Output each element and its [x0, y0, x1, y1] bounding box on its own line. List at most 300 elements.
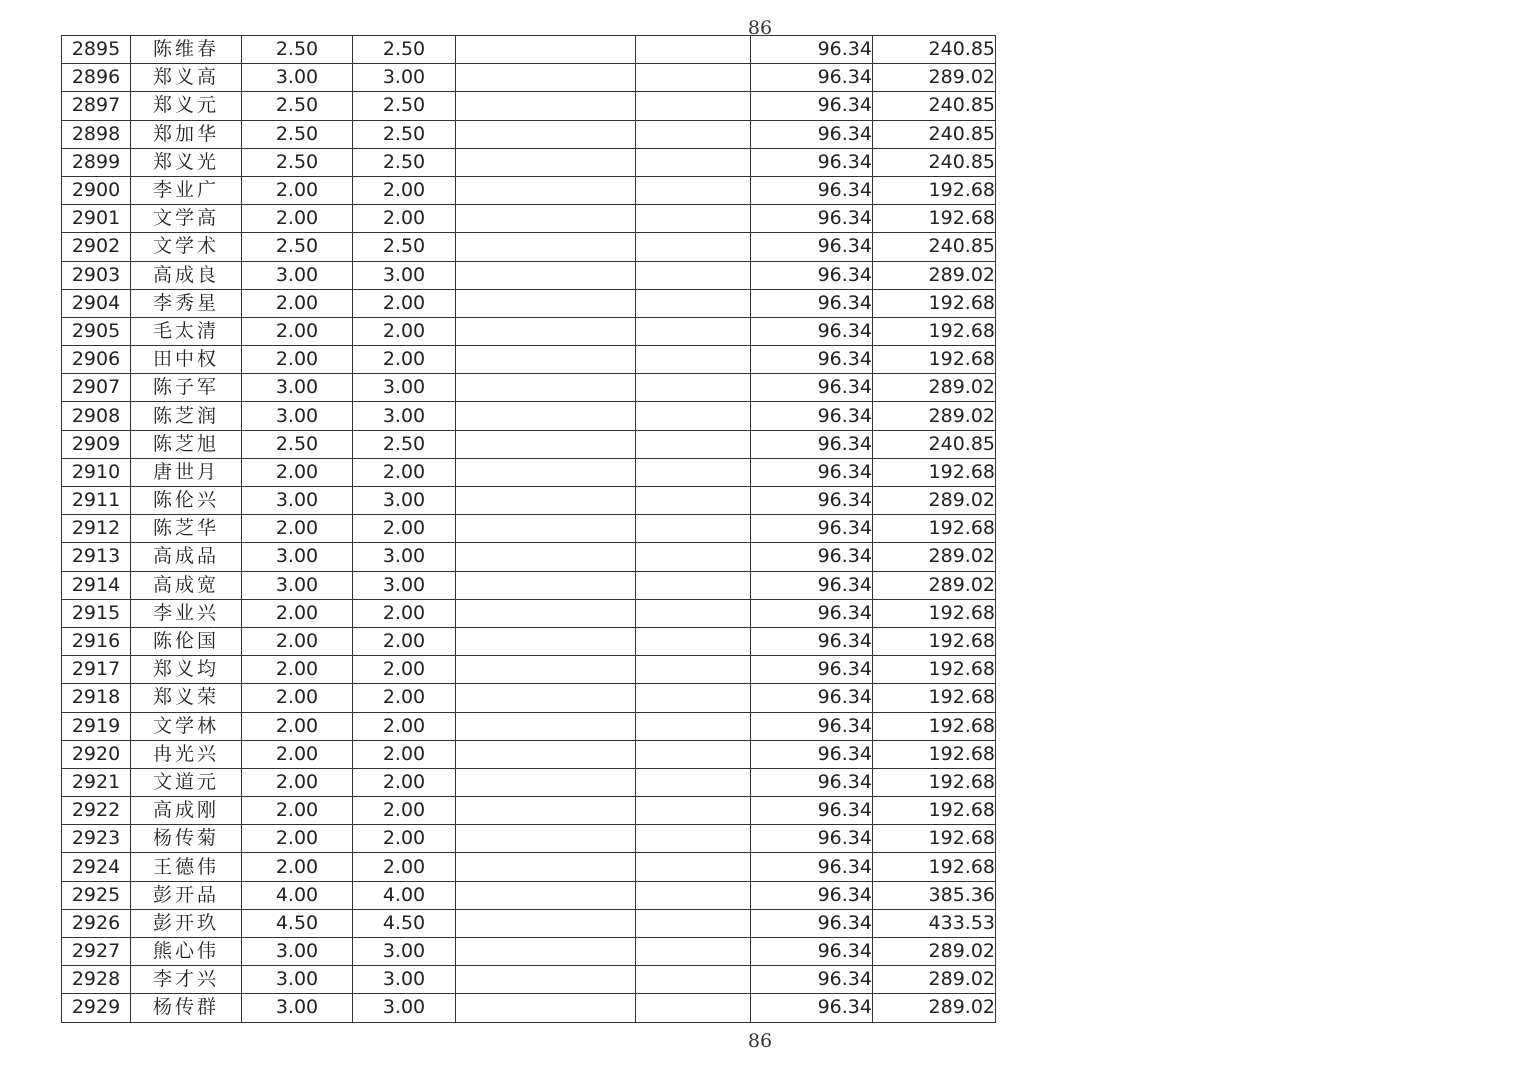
cell-empty: [456, 599, 636, 627]
cell-area: 2.00: [242, 317, 353, 345]
cell-area: 2.00: [242, 176, 353, 204]
cell-name: 李秀星: [131, 289, 242, 317]
cell-id: 2903: [62, 261, 131, 289]
table-row: [62, 881, 996, 909]
cell-amount: 289.02: [873, 543, 996, 571]
cell-id: 2915: [62, 599, 131, 627]
cell-empty: [636, 712, 751, 740]
cell-id: 2916: [62, 627, 131, 655]
cell-amount: 289.02: [873, 966, 996, 994]
cell-id: 2905: [62, 317, 131, 345]
cell-id: 2910: [62, 458, 131, 486]
cell-id: 2918: [62, 684, 131, 712]
cell-confirmed-area: 3.00: [353, 571, 456, 599]
cell-empty: [636, 92, 751, 120]
cell-empty: [636, 346, 751, 374]
cell-confirmed-area: 2.00: [353, 684, 456, 712]
cell-empty: [456, 289, 636, 317]
cell-unit-price: 96.34: [751, 656, 873, 684]
cell-amount: 192.68: [873, 627, 996, 655]
cell-area: 2.00: [242, 740, 353, 768]
cell-name: 杨传群: [131, 994, 242, 1022]
cell-id: 2914: [62, 571, 131, 599]
cell-unit-price: 96.34: [751, 909, 873, 937]
page-number-top: 86: [747, 17, 773, 39]
cell-empty: [456, 374, 636, 402]
cell-amount: 192.68: [873, 289, 996, 317]
cell-area: 3.00: [242, 487, 353, 515]
cell-unit-price: 96.34: [751, 571, 873, 599]
cell-confirmed-area: 2.00: [353, 599, 456, 627]
cell-amount: 433.53: [873, 909, 996, 937]
table-row: [62, 768, 996, 796]
cell-empty: [456, 233, 636, 261]
cell-amount: 192.68: [873, 346, 996, 374]
cell-name: 高成品: [131, 543, 242, 571]
cell-id: 2912: [62, 515, 131, 543]
cell-empty: [456, 909, 636, 937]
cell-name: 文学林: [131, 712, 242, 740]
cell-confirmed-area: 2.00: [353, 853, 456, 881]
cell-name: 文学高: [131, 205, 242, 233]
cell-empty: [636, 36, 751, 64]
cell-empty: [636, 317, 751, 345]
cell-amount: 192.68: [873, 684, 996, 712]
cell-empty: [636, 768, 751, 796]
cell-unit-price: 96.34: [751, 797, 873, 825]
cell-empty: [636, 148, 751, 176]
cell-name: 杨传菊: [131, 825, 242, 853]
cell-amount: 192.68: [873, 458, 996, 486]
cell-empty: [636, 515, 751, 543]
cell-empty: [636, 233, 751, 261]
cell-unit-price: 96.34: [751, 261, 873, 289]
cell-id: 2901: [62, 205, 131, 233]
cell-empty: [456, 487, 636, 515]
cell-id: 2926: [62, 909, 131, 937]
cell-unit-price: 96.34: [751, 487, 873, 515]
ledger-table: [61, 35, 996, 1023]
cell-name: 高成刚: [131, 797, 242, 825]
cell-empty: [456, 402, 636, 430]
cell-empty: [456, 36, 636, 64]
table-row: [62, 402, 996, 430]
cell-amount: 385.36: [873, 881, 996, 909]
cell-area: 2.50: [242, 92, 353, 120]
cell-unit-price: 96.34: [751, 176, 873, 204]
cell-amount: 289.02: [873, 64, 996, 92]
table-row: [62, 543, 996, 571]
cell-name: 郑义光: [131, 148, 242, 176]
cell-amount: 192.68: [873, 712, 996, 740]
cell-unit-price: 96.34: [751, 205, 873, 233]
cell-confirmed-area: 2.00: [353, 825, 456, 853]
cell-unit-price: 96.34: [751, 768, 873, 796]
cell-empty: [636, 684, 751, 712]
cell-area: 2.00: [242, 656, 353, 684]
cell-confirmed-area: 2.50: [353, 36, 456, 64]
cell-confirmed-area: 2.00: [353, 458, 456, 486]
cell-id: 2911: [62, 487, 131, 515]
cell-area: 3.00: [242, 938, 353, 966]
cell-unit-price: 96.34: [751, 966, 873, 994]
cell-empty: [636, 402, 751, 430]
cell-empty: [636, 740, 751, 768]
ledger-body: [62, 36, 996, 1023]
cell-id: 2897: [62, 92, 131, 120]
cell-name: 郑义元: [131, 92, 242, 120]
cell-area: 4.50: [242, 909, 353, 937]
cell-area: 2.00: [242, 205, 353, 233]
cell-confirmed-area: 2.00: [353, 205, 456, 233]
cell-confirmed-area: 3.00: [353, 261, 456, 289]
cell-unit-price: 96.34: [751, 740, 873, 768]
cell-confirmed-area: 3.00: [353, 543, 456, 571]
cell-area: 3.00: [242, 374, 353, 402]
cell-id: 2923: [62, 825, 131, 853]
cell-empty: [456, 740, 636, 768]
cell-id: 2919: [62, 712, 131, 740]
cell-empty: [456, 92, 636, 120]
cell-amount: 192.68: [873, 317, 996, 345]
cell-empty: [636, 458, 751, 486]
cell-id: 2917: [62, 656, 131, 684]
cell-unit-price: 96.34: [751, 346, 873, 374]
cell-area: 2.50: [242, 148, 353, 176]
cell-id: 2909: [62, 430, 131, 458]
cell-empty: [636, 825, 751, 853]
cell-area: 3.00: [242, 571, 353, 599]
cell-empty: [456, 515, 636, 543]
cell-empty: [636, 430, 751, 458]
cell-confirmed-area: 2.00: [353, 289, 456, 317]
cell-empty: [636, 261, 751, 289]
cell-empty: [636, 909, 751, 937]
cell-amount: 240.85: [873, 148, 996, 176]
table-row: [62, 684, 996, 712]
cell-empty: [636, 853, 751, 881]
cell-confirmed-area: 2.00: [353, 317, 456, 345]
cell-empty: [636, 938, 751, 966]
cell-empty: [636, 881, 751, 909]
cell-amount: 192.68: [873, 768, 996, 796]
cell-empty: [636, 289, 751, 317]
cell-empty: [636, 599, 751, 627]
cell-area: 2.00: [242, 825, 353, 853]
cell-empty: [636, 176, 751, 204]
cell-id: 2902: [62, 233, 131, 261]
cell-area: 3.00: [242, 261, 353, 289]
cell-empty: [456, 430, 636, 458]
cell-confirmed-area: 3.00: [353, 966, 456, 994]
cell-unit-price: 96.34: [751, 627, 873, 655]
cell-area: 3.00: [242, 994, 353, 1022]
table-row: [62, 233, 996, 261]
cell-empty: [456, 543, 636, 571]
cell-area: 2.50: [242, 36, 353, 64]
table-row: [62, 92, 996, 120]
cell-area: 2.00: [242, 797, 353, 825]
cell-empty: [636, 966, 751, 994]
cell-area: 2.00: [242, 346, 353, 374]
table-row: [62, 627, 996, 655]
cell-id: 2908: [62, 402, 131, 430]
cell-empty: [456, 317, 636, 345]
table-row: [62, 430, 996, 458]
cell-name: 李业兴: [131, 599, 242, 627]
table-row: [62, 261, 996, 289]
cell-area: 2.00: [242, 458, 353, 486]
cell-confirmed-area: 3.00: [353, 374, 456, 402]
table-row: [62, 797, 996, 825]
cell-area: 3.00: [242, 966, 353, 994]
cell-id: 2925: [62, 881, 131, 909]
cell-empty: [456, 346, 636, 374]
cell-unit-price: 96.34: [751, 64, 873, 92]
table-row: [62, 599, 996, 627]
cell-area: 2.00: [242, 599, 353, 627]
cell-area: 3.00: [242, 64, 353, 92]
table-row: [62, 64, 996, 92]
cell-area: 3.00: [242, 402, 353, 430]
cell-unit-price: 96.34: [751, 599, 873, 627]
cell-id: 2913: [62, 543, 131, 571]
cell-name: 毛太清: [131, 317, 242, 345]
cell-unit-price: 96.34: [751, 317, 873, 345]
cell-name: 陈子军: [131, 374, 242, 402]
cell-id: 2928: [62, 966, 131, 994]
cell-id: 2898: [62, 120, 131, 148]
table-row: [62, 966, 996, 994]
cell-id: 2896: [62, 64, 131, 92]
table-row: [62, 120, 996, 148]
table-row: [62, 909, 996, 937]
cell-empty: [456, 656, 636, 684]
cell-name: 郑义均: [131, 656, 242, 684]
cell-empty: [456, 853, 636, 881]
cell-area: 2.00: [242, 684, 353, 712]
cell-unit-price: 96.34: [751, 543, 873, 571]
cell-empty: [456, 261, 636, 289]
cell-unit-price: 96.34: [751, 938, 873, 966]
cell-area: 2.00: [242, 289, 353, 317]
cell-id: 2929: [62, 994, 131, 1022]
cell-name: 李业广: [131, 176, 242, 204]
cell-name: 文道元: [131, 768, 242, 796]
cell-unit-price: 96.34: [751, 994, 873, 1022]
cell-name: 陈芝润: [131, 402, 242, 430]
cell-confirmed-area: 2.00: [353, 656, 456, 684]
cell-empty: [456, 64, 636, 92]
cell-name: 田中权: [131, 346, 242, 374]
cell-empty: [456, 825, 636, 853]
cell-amount: 289.02: [873, 261, 996, 289]
cell-amount: 289.02: [873, 994, 996, 1022]
cell-empty: [636, 656, 751, 684]
cell-unit-price: 96.34: [751, 92, 873, 120]
cell-id: 2899: [62, 148, 131, 176]
cell-confirmed-area: 3.00: [353, 64, 456, 92]
cell-unit-price: 96.34: [751, 430, 873, 458]
cell-name: 陈芝旭: [131, 430, 242, 458]
cell-name: 郑义高: [131, 64, 242, 92]
cell-amount: 240.85: [873, 120, 996, 148]
cell-name: 李才兴: [131, 966, 242, 994]
cell-empty: [456, 120, 636, 148]
cell-id: 2895: [62, 36, 131, 64]
cell-name: 陈芝华: [131, 515, 242, 543]
cell-unit-price: 96.34: [751, 233, 873, 261]
cell-amount: 289.02: [873, 571, 996, 599]
cell-area: 2.00: [242, 627, 353, 655]
cell-area: 2.00: [242, 768, 353, 796]
cell-confirmed-area: 2.00: [353, 176, 456, 204]
cell-name: 王德伟: [131, 853, 242, 881]
cell-name: 彭开品: [131, 881, 242, 909]
cell-id: 2900: [62, 176, 131, 204]
table-row: [62, 515, 996, 543]
cell-id: 2920: [62, 740, 131, 768]
cell-name: 陈维春: [131, 36, 242, 64]
table-row: [62, 289, 996, 317]
cell-amount: 192.68: [873, 740, 996, 768]
cell-area: 3.00: [242, 543, 353, 571]
table-row: [62, 853, 996, 881]
table-row: [62, 148, 996, 176]
cell-empty: [456, 797, 636, 825]
cell-confirmed-area: 2.00: [353, 740, 456, 768]
cell-unit-price: 96.34: [751, 36, 873, 64]
cell-amount: 192.68: [873, 853, 996, 881]
table-row: [62, 317, 996, 345]
cell-empty: [636, 487, 751, 515]
cell-confirmed-area: 3.00: [353, 994, 456, 1022]
cell-empty: [456, 205, 636, 233]
cell-confirmed-area: 3.00: [353, 938, 456, 966]
table-row: [62, 205, 996, 233]
cell-id: 2904: [62, 289, 131, 317]
cell-name: 陈伦国: [131, 627, 242, 655]
cell-amount: 289.02: [873, 938, 996, 966]
cell-name: 文学术: [131, 233, 242, 261]
table-row: [62, 571, 996, 599]
table-row: [62, 938, 996, 966]
cell-unit-price: 96.34: [751, 120, 873, 148]
cell-confirmed-area: 2.50: [353, 430, 456, 458]
table-row: [62, 374, 996, 402]
cell-empty: [456, 881, 636, 909]
cell-confirmed-area: 2.00: [353, 515, 456, 543]
cell-area: 2.00: [242, 853, 353, 881]
cell-empty: [636, 797, 751, 825]
cell-amount: 192.68: [873, 176, 996, 204]
cell-confirmed-area: 2.00: [353, 768, 456, 796]
table-row: [62, 487, 996, 515]
cell-empty: [456, 768, 636, 796]
cell-unit-price: 96.34: [751, 402, 873, 430]
cell-amount: 192.68: [873, 656, 996, 684]
cell-empty: [456, 994, 636, 1022]
cell-amount: 192.68: [873, 825, 996, 853]
cell-empty: [636, 120, 751, 148]
cell-amount: 240.85: [873, 92, 996, 120]
cell-empty: [636, 543, 751, 571]
cell-confirmed-area: 4.50: [353, 909, 456, 937]
cell-empty: [636, 994, 751, 1022]
cell-empty: [456, 684, 636, 712]
cell-empty: [456, 148, 636, 176]
cell-empty: [636, 627, 751, 655]
table-row: [62, 346, 996, 374]
cell-confirmed-area: 3.00: [353, 487, 456, 515]
cell-empty: [456, 712, 636, 740]
cell-empty: [456, 966, 636, 994]
cell-unit-price: 96.34: [751, 712, 873, 740]
cell-unit-price: 96.34: [751, 515, 873, 543]
cell-confirmed-area: 2.50: [353, 92, 456, 120]
cell-confirmed-area: 2.00: [353, 797, 456, 825]
cell-amount: 240.85: [873, 430, 996, 458]
cell-confirmed-area: 2.00: [353, 346, 456, 374]
cell-empty: [456, 627, 636, 655]
cell-id: 2922: [62, 797, 131, 825]
cell-empty: [456, 938, 636, 966]
cell-amount: 289.02: [873, 402, 996, 430]
cell-empty: [456, 458, 636, 486]
cell-name: 冉光兴: [131, 740, 242, 768]
table-row: [62, 740, 996, 768]
cell-amount: 240.85: [873, 36, 996, 64]
cell-unit-price: 96.34: [751, 289, 873, 317]
cell-empty: [636, 64, 751, 92]
cell-name: 郑义荣: [131, 684, 242, 712]
cell-confirmed-area: 2.00: [353, 627, 456, 655]
cell-empty: [636, 571, 751, 599]
cell-empty: [636, 205, 751, 233]
cell-unit-price: 96.34: [751, 148, 873, 176]
cell-unit-price: 96.34: [751, 374, 873, 402]
cell-name: 唐世月: [131, 458, 242, 486]
table-row: [62, 825, 996, 853]
cell-amount: 192.68: [873, 797, 996, 825]
cell-area: 2.00: [242, 515, 353, 543]
cell-empty: [456, 571, 636, 599]
cell-id: 2921: [62, 768, 131, 796]
cell-id: 2906: [62, 346, 131, 374]
cell-id: 2924: [62, 853, 131, 881]
cell-confirmed-area: 2.50: [353, 120, 456, 148]
cell-name: 高成宽: [131, 571, 242, 599]
cell-amount: 289.02: [873, 487, 996, 515]
cell-name: 高成良: [131, 261, 242, 289]
cell-amount: 289.02: [873, 374, 996, 402]
cell-id: 2907: [62, 374, 131, 402]
table-row: [62, 458, 996, 486]
cell-unit-price: 96.34: [751, 458, 873, 486]
cell-confirmed-area: 4.00: [353, 881, 456, 909]
cell-confirmed-area: 3.00: [353, 402, 456, 430]
table-row: [62, 712, 996, 740]
cell-area: 2.50: [242, 120, 353, 148]
cell-confirmed-area: 2.50: [353, 233, 456, 261]
cell-empty: [456, 176, 636, 204]
cell-confirmed-area: 2.50: [353, 148, 456, 176]
cell-unit-price: 96.34: [751, 881, 873, 909]
cell-id: 2927: [62, 938, 131, 966]
table-row: [62, 656, 996, 684]
cell-area: 2.00: [242, 712, 353, 740]
cell-amount: 192.68: [873, 599, 996, 627]
